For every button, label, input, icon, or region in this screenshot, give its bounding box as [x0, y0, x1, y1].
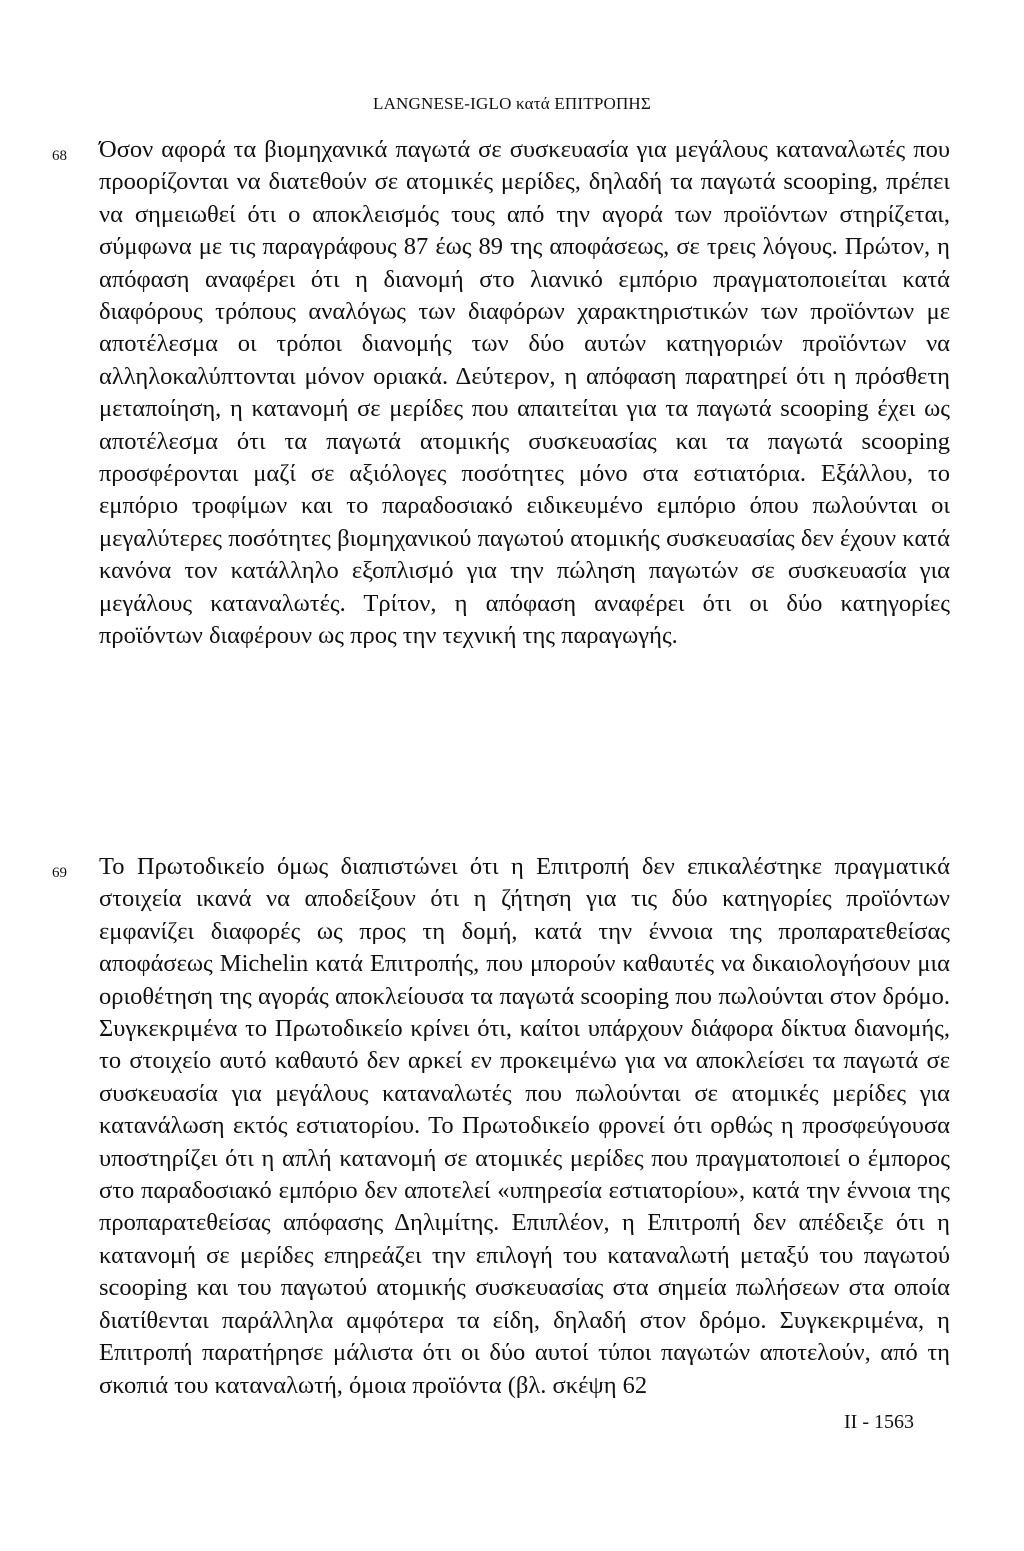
paragraph-text: Το Πρωτοδικείο όμως διαπιστώνει ότι η Επιτροπή δεν επικαλέστηκε πραγματικά στοιχεία ικανά να αποδείξουν ότι η ζήτηση για τις δύο κατηγορίες προϊόντων εμφανίζει διαφορές ως προς τη δομή, κατά την έννοια της προπαρατεθείσας αποφάσεως Michelin κατά Επιτροπής, που μπορούν καθαυτές να δικαιολογήσουν μια οριοθέτηση της αγοράς αποκλείουσα τα παγωτά scooping που πωλούνται στον δρόμο. Συγκεκριμένα το Πρωτοδικείο κρίνει ότι, καίτοι υπάρχουν διάφορα δίκτυα διανομής, το στοιχείο αυτό καθαυτό δεν αρκεί εν προκειμένω για να αποκλείσει τα παγωτά σε συσκευασία για μεγάλους καταναλωτές που πωλούνται σε ατομικές μερίδες για κατανάλωση εκτός εστιατορίου. Το Πρωτοδικείο φρονεί ότι ορθώς η προσφεύγουσα υποστηρίζει ότι η απλή κατανομή σε ατομικές μερίδες που πραγματοποιεί ο έμπορος στο παραδοσιακό εμπόριο δεν αποτελεί «υπηρεσία εστιατορίου», κατά την έννοια της προπαρατεθείσας απόφασης Δηλιμίτης. Επιπλέον, η Επιτροπή δεν απέδειξε ότι η κατανομή σε μερίδες επηρεάζει την επιλογή του καταναλωτή μεταξύ του παγωτού scooping και του παγωτού ατομικής συσκευασίας στα σημεία πωλήσεων στα οποία διατίθενται παράλληλα αμφότερα τα είδη, δηλαδή στον δρόμο. Συγκεκριμένα, η Επιτροπή παρατήρησε μάλιστα ότι οι δύο αυτοί τύποι παγωτών αποτελούν, από τη σκοπιά του καταναλωτή, όμοια προϊόντα (βλ. σκέψη 62 — [99, 853, 950, 1399]
paragraph-number: 69 — [52, 865, 67, 881]
running-header: LANGNESE-IGLO κατά ΕΠΙΤΡΟΠΗΣ — [372, 94, 652, 113]
paragraph-text: Όσον αφορά τα βιομηχανικά παγωτά σε συσκευασία για μεγάλους καταναλωτές που προορίζονται να διατεθούν σε ατομικές μερίδες, δηλαδή τα παγωτά scooping, πρέπει να σημειωθεί ότι ο αποκλεισμός τους από την αγορά των προϊόντων στηρίζεται, σύμφωνα με τις παραγράφους 87 έως 89 της αποφάσεως, σε τρεις λόγους. Πρώτον, η απόφαση αναφέρει ότι η διανομή στο λιανικό εμπόριο πραγματοποιείται κατά διαφόρους τρόπους αναλόγως των διαφόρων χαρακτηριστικών των προϊόντων με αποτέλεσμα οι τρόποι διανομής των δύο αυτών κατηγοριών προϊόντων να αλληλοκαλύπτονται μόνον οριακά. Δεύτερον, η απόφαση παρατηρεί ότι η πρόσθετη μεταποίηση, η κατανομή σε μερίδες που απαιτείται για τα παγωτά scooping έχει ως αποτέλεσμα ότι τα παγωτά ατομικής συσκευασίας και τα παγωτά scooping προσφέρονται μαζί σε αξιόλογες ποσότητες μόνο στα εστιατόρια. Εξάλλου, το εμπόριο τροφίμων και το παραδοσιακό ειδικευμένο εμπόριο όπου πωλούνται οι μεγαλύτερες ποσότητες βιομηχανικού παγωτού ατομικής συσκευασίας δεν έχουν κατά κανόνα τον κατάλληλο εξοπλισμό για την πώληση παγωτών σε συσκευασία για μεγάλους καταναλωτές. Τρίτον, η απόφαση αναφέρει ότι οι δύο κατηγορίες προϊόντων διαφέρουν ως προς την τεχνική της παραγωγής. — [99, 136, 950, 650]
page-number: II - 1563 — [844, 1411, 914, 1433]
paragraph-number: 68 — [52, 148, 67, 164]
